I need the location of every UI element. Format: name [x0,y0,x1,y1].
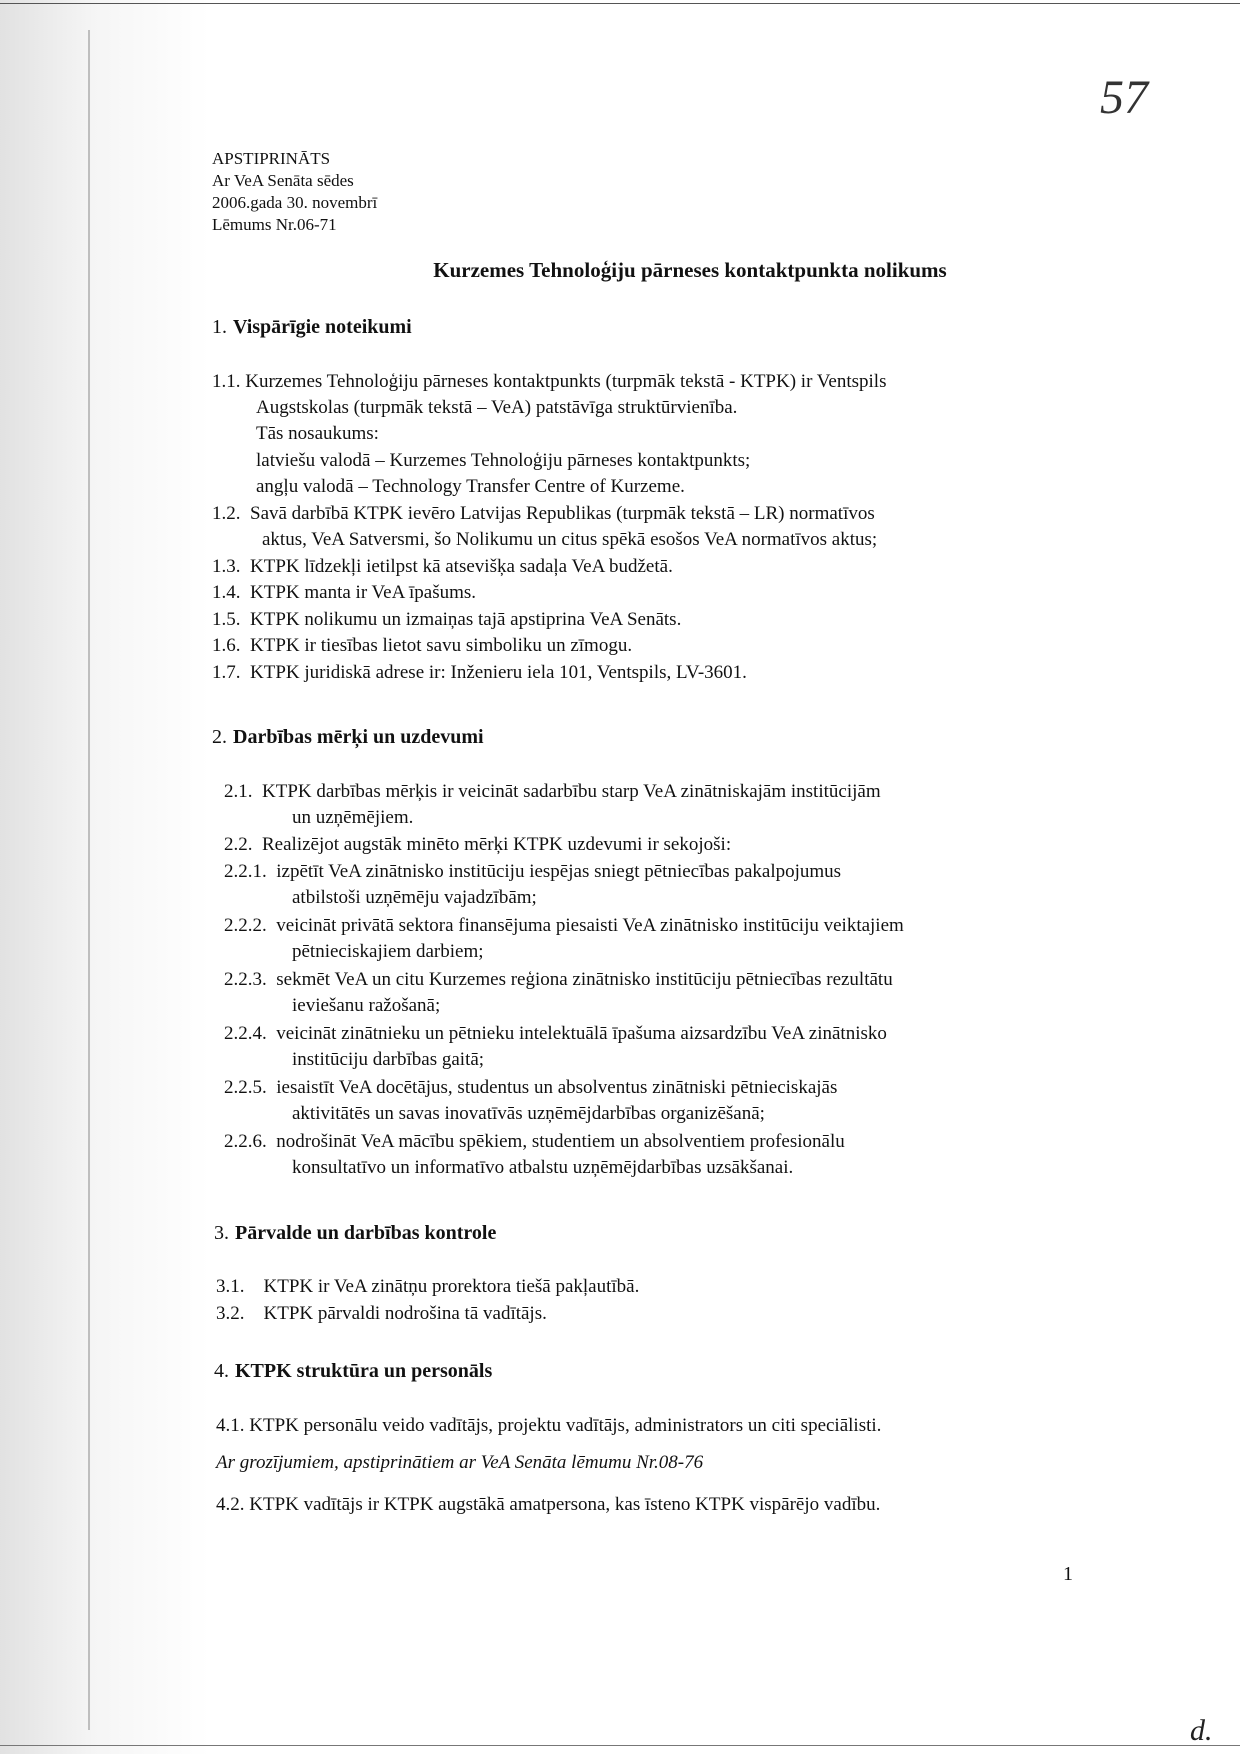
clause-text: KTPK ir tiesības lietot savu simboliku un zīmogu. [250,635,633,656]
clause-1-1-line: latviešu valodā – Kurzemes Tehnoloģiju pārneses kontaktpunkts; [256,450,751,471]
clause-text: KTPK darbības mērķis ir veicināt sadarbību starp VeA zinātniskajām institūcijām [262,781,881,802]
section-1-heading [212,316,412,339]
clause-2-2-1-line: atbilstoši uzņēmēju vajadzībām; [292,887,537,908]
document-title: Kurzemes Tehnoloģiju pārneses kontaktpunkta nolikums [433,258,947,282]
clause-number: 2.1. [224,781,253,802]
clause-number: 2.2. [224,834,253,855]
clause-1-5-line [212,608,681,632]
clause-2-2-3-line: ieviešanu ražošanā; [292,995,441,1016]
clause-2-1-line: un uzņēmējiem. [292,807,414,828]
clause-number: 1.6. [212,635,241,656]
clause-number: 2.2.2. [224,915,267,936]
clause-2-2-2-line: pētnieciskajiem darbiem; [292,941,484,962]
clause-1-1-line: Augstskolas (turpmāk tekstā – VeA) patstāvīga struktūrvienība. [256,397,738,418]
clause-text: Realizējot augstāk minēto mērķi KTPK uzdevumi ir sekojoši: [262,834,732,855]
clause-2-2-1-line [224,860,841,884]
approval-decision: Lēmums Nr.06-71 [212,215,337,234]
clause-number: 1.2. [212,503,241,524]
clause-text: KTPK manta ir VeA īpašums. [250,582,477,603]
clause-2-2-line [224,833,731,857]
clause-text: KTPK ir VeA zinātņu prorektora tiešā pakļautībā. [263,1276,640,1297]
section-number: 1. [212,316,227,338]
approval-block [212,148,377,236]
clause-text: Kurzemes Tehnoloģiju pārneses kontaktpunkts (turpmāk tekstā - KTPK) ir Ventspils [245,371,887,392]
clause-text: veicināt zinātnieku un pētnieku intelektuālā īpašuma aizsardzību VeA zinātnisko [276,1023,887,1044]
clause-text: Savā darbībā KTPK ievēro Latvijas Republikas (turpmāk tekstā – LR) normatīvos [250,503,875,524]
amendment-note: Ar grozījumiem, apstiprinātiem ar VeA Senāta lēmumu Nr.08-76 [216,1452,704,1473]
clause-2-2-2-line [224,914,904,938]
clause-1-1-line: Tās nosaukums: [256,423,379,444]
clause-3-2-line [216,1302,547,1326]
section-3-heading [214,1222,496,1245]
clause-text: sekmēt VeA un citu Kurzemes reģiona zinātnisko institūciju pētniecības rezultātu [276,969,893,990]
clause-number: 2.2.1. [224,861,267,882]
section-title: Vispārīgie noteikumi [233,316,412,338]
clause-text: KTPK pārvaldi nodrošina tā vadītājs. [263,1303,547,1324]
section-title: Pārvalde un darbības kontrole [235,1222,497,1244]
clause-2-2-3-line [224,968,893,992]
clause-number: 1.7. [212,662,241,683]
scan-binding-line [88,30,90,1730]
clause-number: 2.2.6. [224,1131,267,1152]
clause-text: izpētīt VeA zinātnisko institūciju iespējas sniegt pētniecības pakalpojumus [276,861,842,882]
section-number: 2. [212,726,227,748]
clause-2-2-5-line: aktivitātēs un savas inovatīvās uzņēmējdarbības organizēšanā; [292,1103,765,1124]
clause-number: 1.1. [212,371,241,392]
clause-1-4-line [212,581,476,605]
clause-2-2-6-line [224,1130,845,1154]
clause-4-2-line [216,1493,880,1517]
clause-2-2-4-line [224,1022,887,1046]
clause-text: veicināt privātā sektora finansējuma piesaisti VeA zinātnisko institūciju veiktajiem [276,915,904,936]
clause-2-2-6-line: konsultatīvo un informatīvo atbalstu uzņēmējdarbības uzsākšanai. [292,1157,794,1178]
clause-2-2-5-line [224,1076,837,1100]
handwritten-page-number: 57 [1100,71,1148,124]
clause-1-1-line [212,370,886,394]
clause-text: KTPK nolikumu un izmaiņas tajā apstiprina VeA Senāts. [250,609,682,630]
clause-text: KTPK personālu veido vadītājs, projektu vadītājs, administrators un citi speciālisti. [249,1415,882,1436]
clause-text: KTPK vadītājs ir KTPK augstākā amatpersona, kas īsteno KTPK vispārējo vadību. [249,1494,881,1515]
clause-number: 2.2.5. [224,1077,267,1098]
clause-number: 1.4. [212,582,241,603]
clause-1-7-line [212,661,747,685]
clause-text: nodrošināt VeA mācību spēkiem, studentiem un absolventiem profesionālu [276,1131,845,1152]
page-number: 1 [1063,1563,1073,1585]
approval-line: Ar VeA Senāta sēdes [212,171,354,190]
section-number: 4. [214,1360,229,1382]
top-scan-rule [0,3,1240,4]
clause-number: 1.3. [212,556,241,577]
clause-number: 4.1. [216,1415,245,1436]
section-2-heading [212,726,484,749]
handwritten-signature-mark: d. [1190,1714,1213,1747]
clause-number: 1.5. [212,609,241,630]
clause-number: 3.1. [216,1276,245,1297]
section-number: 3. [214,1222,229,1244]
clause-1-1-line: angļu valodā – Technology Transfer Centre of Kurzeme. [256,476,685,497]
clause-1-6-line [212,634,632,658]
clause-number: 3.2. [216,1303,245,1324]
clause-text: iesaistīt VeA docētājus, studentus un absolventus zinātniski pētnieciskajās [276,1077,838,1098]
approval-heading: APSTIPRINĀTS [212,149,331,168]
clause-2-1-line [224,780,881,804]
clause-3-1-line [216,1275,639,1299]
clause-number: 4.2. [216,1494,245,1515]
clause-1-3-line [212,555,673,579]
clause-1-2-line [212,502,875,526]
clause-4-1-line [216,1414,881,1438]
section-4-heading [214,1360,492,1383]
approval-date: 2006.gada 30. novembrī [212,193,378,212]
clause-number: 2.2.4. [224,1023,267,1044]
clause-1-2-line: aktus, VeA Satversmi, šo Nolikumu un citus spēkā esošos VeA normatīvos aktus; [262,529,878,550]
clause-text: KTPK līdzekļi ietilpst kā atsevišķa sadaļa VeA budžetā. [250,556,673,577]
clause-2-2-4-line: institūciju darbības gaitā; [292,1049,485,1070]
section-title: Darbības mērķi un uzdevumi [233,726,484,748]
section-title: KTPK struktūra un personāls [235,1360,493,1382]
clause-text: KTPK juridiskā adrese ir: Inženieru iela 101, Ventspils, LV-3601. [250,662,747,683]
bottom-scan-rule [0,1745,1240,1746]
clause-number: 2.2.3. [224,969,267,990]
